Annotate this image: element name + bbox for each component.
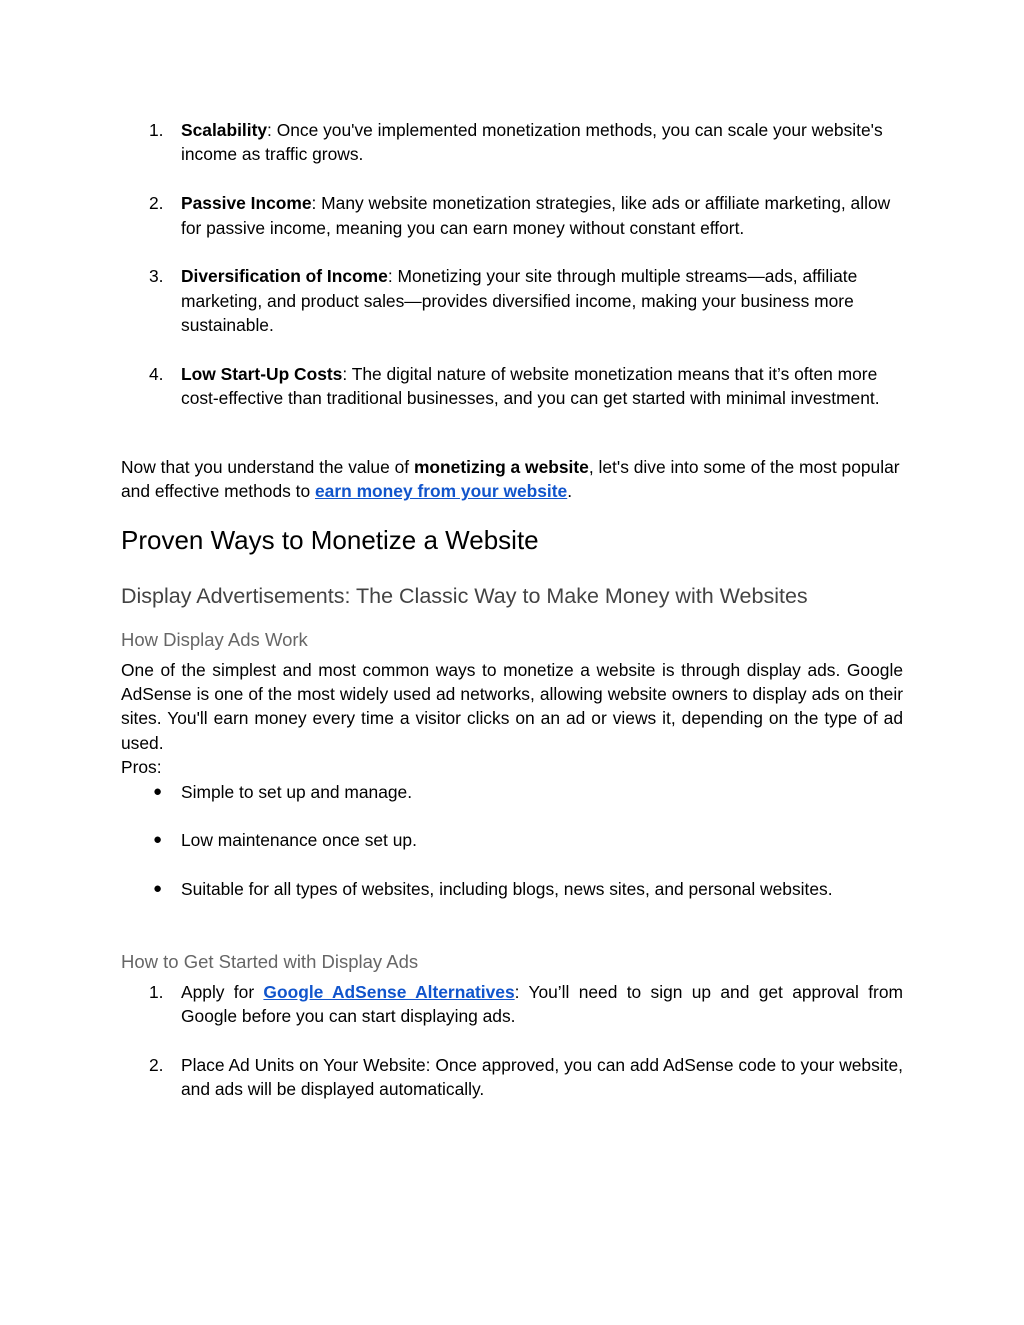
- bold-phrase: monetizing a website: [413, 456, 589, 477]
- step-text: Place Ad Units on Your Website: Once approved, you can add AdSense code to your website, and ads will be displayed automatically.: [181, 1054, 903, 1100]
- list-number: 2.: [149, 1054, 164, 1075]
- list-number: 1.: [149, 120, 164, 140]
- subsection-heading: Display Advertisements: The Classic Way to Make Money with Websites: [121, 583, 808, 608]
- benefit-text: : Once you've implemented monetization methods, you can scale your website's income as traffic grows.: [181, 120, 883, 165]
- list-item: [121, 780, 903, 804]
- document-page: [121, 118, 903, 1102]
- list-item: [121, 828, 903, 852]
- benefit-title: Low Start-Up Costs: [181, 364, 343, 385]
- pros-list: [121, 780, 903, 902]
- list-number: 3.: [149, 266, 164, 287]
- steps-list: [121, 980, 903, 1102]
- benefit-text: : The digital nature of website monetization means that it’s often more cost-effective than traditional businesses, and you can get started with minimal investment.: [181, 364, 880, 409]
- benefit-text: : Many website monetization strategies, like ads or affiliate marketing, allow for passive income, meaning you can earn money without constant effort.: [181, 193, 891, 238]
- section-heading: Proven Ways to Monetize a Website: [121, 524, 539, 555]
- earn-money-link[interactable]: earn money from your website: [315, 481, 568, 502]
- list-number: 1.: [149, 981, 164, 1002]
- benefit-title: Scalability: [181, 120, 268, 140]
- bullet-icon: ●: [153, 782, 163, 800]
- list-number: 4.: [149, 364, 164, 385]
- pro-text: Suitable for all types of websites, including blogs, news sites, and personal websites.: [181, 879, 833, 900]
- minor-heading: How Display Ads Work: [121, 628, 308, 650]
- pro-text: Low maintenance once set up.: [181, 830, 417, 851]
- list-item: [121, 191, 903, 240]
- benefits-list: [121, 118, 903, 411]
- list-item: [121, 877, 903, 901]
- pros-label: Pros:: [121, 757, 162, 778]
- benefit-text: : Monetizing your site through multiple streams—ads, affiliate marketing, and product sales—provides diversified income, making your business more sustainable.: [181, 266, 858, 336]
- pro-text: Simple to set up and manage.: [181, 781, 413, 802]
- list-item: [121, 1053, 903, 1102]
- bullet-icon: ●: [153, 831, 163, 849]
- list-number: 2.: [149, 193, 164, 214]
- how-work-paragraph: One of the simplest and most common ways to monetize a website is through display ads. Google AdSense is one of the most widely used ad networks, allowing website owners to display ads on their sites. You'll earn money every time a visitor clicks on an ad or views it, depending on the type of ad used.: [121, 659, 903, 753]
- minor-heading: How to Get Started with Display Ads: [121, 950, 419, 972]
- benefit-title: Diversification of Income: [181, 266, 388, 287]
- bullet-icon: ●: [153, 880, 163, 898]
- list-item: [121, 264, 903, 337]
- list-item: 1. Apply for Google AdSense Alternatives: You’ll need to sign up and get approval from Google before you can start displaying ads.: [149, 981, 903, 1027]
- benefit-title: Passive Income: [181, 193, 312, 214]
- list-item: [121, 362, 903, 411]
- adsense-alternatives-link[interactable]: Google AdSense Alternatives: [263, 981, 515, 1002]
- list-item: [121, 118, 903, 167]
- intro-paragraph: Now that you understand the value of monetizing a website, let's dive into some of the most popular and effective methods to earn money from your website.: [121, 456, 900, 502]
